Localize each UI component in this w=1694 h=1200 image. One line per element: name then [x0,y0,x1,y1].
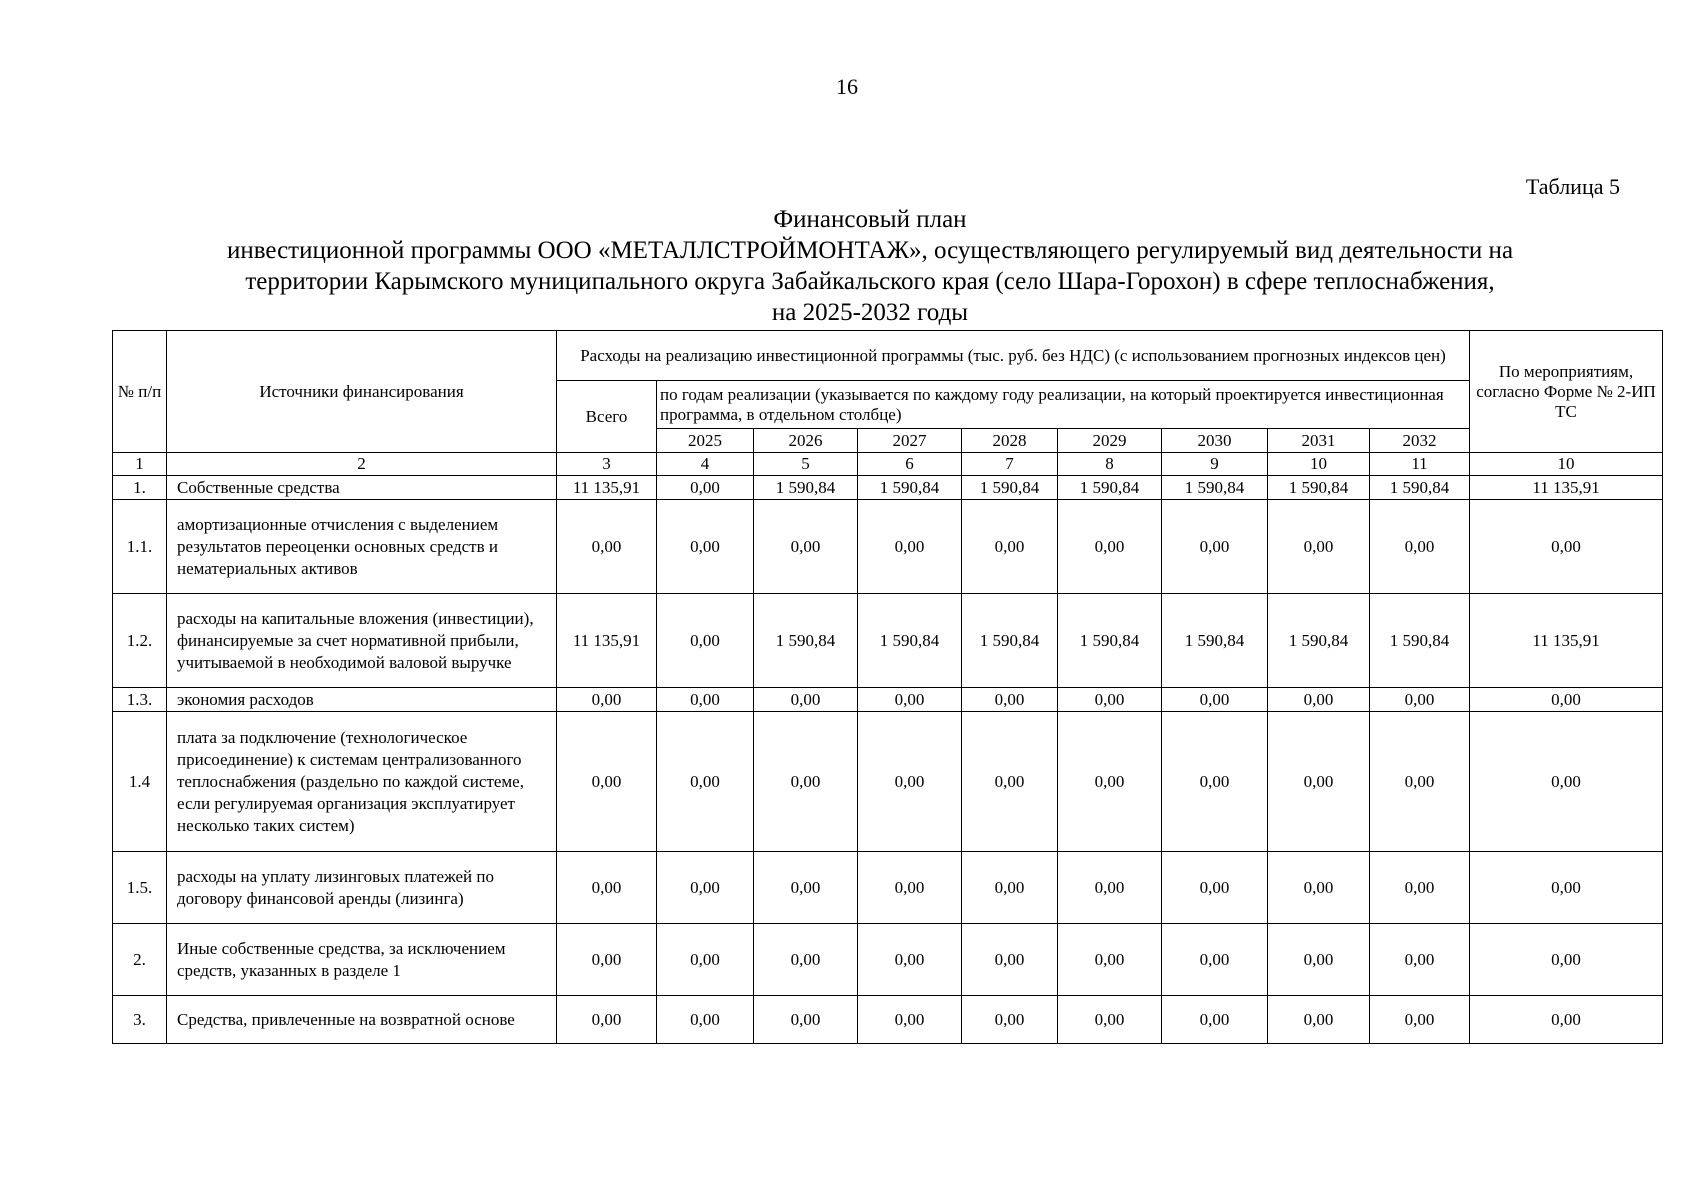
row-activities: 11 135,91 [1470,594,1663,688]
row-name: Иные собственные средства, за исключением средств, указанных в разделе 1 [167,924,557,996]
row-year-value: 0,00 [1370,852,1470,924]
row-year-value: 1 590,84 [754,594,858,688]
row-year-value: 0,00 [657,476,754,500]
table-row [113,688,1663,712]
row-year-value: 0,00 [1058,996,1162,1044]
row-year-value: 1 590,84 [962,476,1058,500]
row-year-value: 0,00 [858,712,962,852]
row-year-value: 0,00 [657,924,754,996]
header-year: 2030 [1162,429,1268,453]
row-year-value: 0,00 [962,852,1058,924]
row-year-value: 0,00 [858,996,962,1044]
row-total: 0,00 [557,852,657,924]
table-label: Таблица 5 [1525,174,1620,199]
row-year-value: 0,00 [1058,924,1162,996]
column-number: 3 [557,453,657,476]
row-number: 1. [113,476,167,500]
row-year-value: 0,00 [657,688,754,712]
row-year-value: 0,00 [962,996,1058,1044]
column-number: 2 [167,453,557,476]
header-sources: Источники финансирования [167,331,557,453]
column-number: 10 [1470,453,1663,476]
row-year-value: 0,00 [657,852,754,924]
column-number: 7 [962,453,1058,476]
row-year-value: 0,00 [754,500,858,594]
header-num: № п/п [113,331,167,453]
row-total: 0,00 [557,500,657,594]
row-year-value: 1 590,84 [858,476,962,500]
row-year-value: 0,00 [1162,924,1268,996]
row-year-value: 1 590,84 [962,594,1058,688]
row-year-value: 1 590,84 [754,476,858,500]
header-year: 2028 [962,429,1058,453]
row-year-value: 0,00 [754,688,858,712]
column-number: 1 [113,453,167,476]
row-year-value: 0,00 [858,688,962,712]
table-row [113,712,1663,852]
column-number: 4 [657,453,754,476]
row-year-value: 0,00 [1162,688,1268,712]
row-year-value: 0,00 [754,996,858,1044]
title-line-2: инвестиционной программы ООО «МЕТАЛЛСТРОЙМОНТАЖ», осуществляющего регулируемый вид деятельности на [226,237,1514,264]
row-activities: 0,00 [1470,996,1663,1044]
row-year-value: 0,00 [962,500,1058,594]
header-year: 2031 [1268,429,1370,453]
table-row [113,852,1663,924]
row-year-value: 1 590,84 [1058,476,1162,500]
row-year-value: 0,00 [1058,500,1162,594]
row-activities: 0,00 [1470,688,1663,712]
row-year-value: 0,00 [657,712,754,852]
title-line-4: на 2025-2032 годы [771,299,969,326]
header-by-years: по годам реализации (указывается по каждому году реализации, на который проектируется инвестиционная программа, в отдельном столбце) [657,381,1470,429]
row-year-value: 1 590,84 [1370,594,1470,688]
row-name: экономия расходов [167,688,557,712]
row-number: 1.3. [113,688,167,712]
row-year-value: 0,00 [962,924,1058,996]
row-year-value: 0,00 [1370,500,1470,594]
row-name: плата за подключение (технологическое присоединение) к системам централизованного теплоснабжения (раздельно по каждой системе, если регулируемая организация эксплуатирует несколько таких систем) [167,712,557,852]
column-number: 10 [1268,453,1370,476]
row-year-value: 1 590,84 [1058,594,1162,688]
header-expenses: Расходы на реализацию инвестиционной программы (тыс. руб. без НДС) (с использованием прогнозных индексов цен) [557,331,1470,381]
page-number: 16 [836,74,858,99]
row-activities: 0,00 [1470,712,1663,852]
row-year-value: 0,00 [1162,852,1268,924]
row-number: 1.2. [113,594,167,688]
row-year-value: 0,00 [1370,996,1470,1044]
row-year-value: 0,00 [754,712,858,852]
column-number: 11 [1370,453,1470,476]
row-year-value: 0,00 [1268,924,1370,996]
row-total: 0,00 [557,712,657,852]
header-year: 2026 [754,429,858,453]
document-title [120,204,1620,328]
row-year-value: 0,00 [657,594,754,688]
row-year-value: 1 590,84 [1268,594,1370,688]
row-year-value: 0,00 [1370,924,1470,996]
header-year: 2032 [1370,429,1470,453]
row-year-value: 0,00 [1268,852,1370,924]
column-number: 6 [858,453,962,476]
row-year-value: 1 590,84 [1268,476,1370,500]
row-year-value: 0,00 [1058,688,1162,712]
row-activities: 0,00 [1470,852,1663,924]
row-year-value: 0,00 [754,852,858,924]
row-year-value: 0,00 [1162,712,1268,852]
header-year: 2025 [657,429,754,453]
row-total: 0,00 [557,924,657,996]
row-name: расходы на капитальные вложения (инвестиции), финансируемые за счет нормативной прибыли, учитываемой в необходимой валовой выручке [167,594,557,688]
row-year-value: 1 590,84 [1162,476,1268,500]
column-number: 9 [1162,453,1268,476]
row-year-value: 0,00 [1268,688,1370,712]
row-year-value: 0,00 [1370,712,1470,852]
title-line-3: территории Карымского муниципального округа Забайкальского края (село Шара-Горохон) в сфере теплоснабжения, [245,268,1495,295]
table-row [113,996,1663,1044]
row-year-value: 0,00 [1058,852,1162,924]
row-year-value: 0,00 [858,852,962,924]
row-number: 1.1. [113,500,167,594]
row-year-value: 0,00 [858,924,962,996]
row-year-value: 1 590,84 [1162,594,1268,688]
row-year-value: 0,00 [1268,712,1370,852]
row-activities: 11 135,91 [1470,476,1663,500]
header-by-activities: По мероприятиям, согласно Форме № 2-ИП ТС [1470,331,1663,453]
row-year-value: 0,00 [858,500,962,594]
row-total: 11 135,91 [557,476,657,500]
row-activities: 0,00 [1470,500,1663,594]
row-year-value: 0,00 [962,712,1058,852]
row-number: 2. [113,924,167,996]
row-year-value: 0,00 [1162,996,1268,1044]
column-number: 8 [1058,453,1162,476]
row-year-value: 0,00 [962,688,1058,712]
row-number: 1.5. [113,852,167,924]
row-name: Собственные средства [167,476,557,500]
row-year-value: 0,00 [657,500,754,594]
row-number: 3. [113,996,167,1044]
column-number: 5 [754,453,858,476]
header-year: 2029 [1058,429,1162,453]
row-year-value: 1 590,84 [1370,476,1470,500]
row-year-value: 0,00 [1268,500,1370,594]
row-name: амортизационные отчисления с выделением результатов переоценки основных средств и нематериальных активов [167,500,557,594]
row-number: 1.4 [113,712,167,852]
table-row [113,924,1663,996]
row-activities: 0,00 [1470,924,1663,996]
table-row [113,476,1663,500]
row-year-value: 0,00 [657,996,754,1044]
row-total: 0,00 [557,688,657,712]
row-year-value: 0,00 [1268,996,1370,1044]
row-year-value: 0,00 [1370,688,1470,712]
table-row [113,500,1663,594]
row-total: 11 135,91 [557,594,657,688]
row-year-value: 0,00 [754,924,858,996]
row-year-value: 1 590,84 [858,594,962,688]
row-name: Средства, привлеченные на возвратной основе [167,996,557,1044]
header-total: Всего [557,381,657,453]
row-total: 0,00 [557,996,657,1044]
table-row [113,594,1663,688]
financial-plan-table [112,330,1663,1044]
row-year-value: 0,00 [1162,500,1268,594]
title-line-1: Финансовый план [773,206,967,233]
row-name: расходы на уплату лизинговых платежей по договору финансовой аренды (лизинга) [167,852,557,924]
row-year-value: 0,00 [1058,712,1162,852]
header-year: 2027 [858,429,962,453]
